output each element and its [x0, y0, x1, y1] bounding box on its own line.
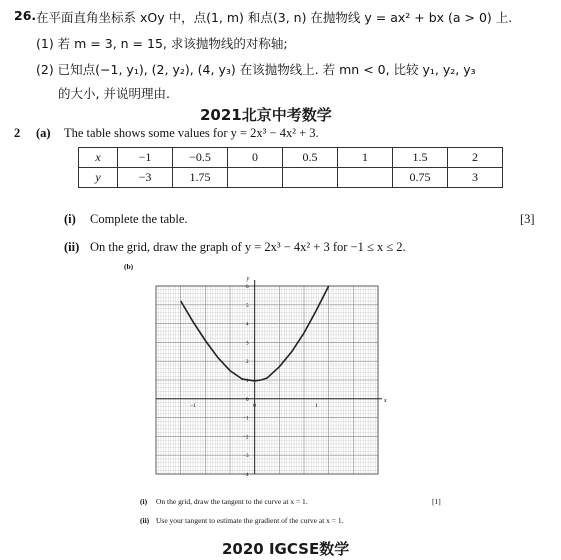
x-axis-label: x	[384, 397, 387, 404]
table-cell-empty[interactable]	[283, 168, 338, 188]
y-axis-label: y	[246, 276, 250, 282]
table-row-x	[79, 148, 503, 168]
y-tick-label: 5	[245, 302, 249, 309]
table-cell: 1.5	[393, 148, 448, 168]
y-tick-label: 1	[245, 378, 249, 384]
x-tick-label: 0	[253, 402, 257, 409]
label-2021-beijing: 2021北京中考数学	[200, 106, 332, 124]
y-tick-label: 3	[245, 340, 249, 347]
y-tick-label: 2	[245, 359, 249, 366]
label-2020-igcse: 2020 IGCSE数学	[222, 540, 350, 558]
q26-number: 26.	[14, 8, 37, 23]
table-cell: 1.75	[173, 168, 228, 188]
q2-b-ii-label: (ii)	[140, 516, 150, 525]
y-tick-label: −2	[242, 434, 249, 441]
table-row-y	[79, 168, 503, 188]
table-cell: 1	[338, 148, 393, 168]
x-tick-label: 1	[314, 402, 318, 409]
q2-sub-i-text: Complete the table.	[90, 212, 188, 226]
q2-sub-ii-label: (ii)	[64, 240, 80, 254]
y-tick-label: −3	[242, 453, 249, 460]
q2-part-b: (b)	[124, 262, 134, 271]
table-cell-empty[interactable]	[338, 168, 393, 188]
q2-number: 2	[14, 126, 21, 140]
q2-sub-i-marks: [3]	[520, 212, 535, 226]
q26-part2-line2: 的大小, 并说明理由.	[58, 86, 170, 101]
q26-stem: 在平面直角坐标系 xOy 中，点(1, m) 和点(3, n) 在抛物线 y = ax² + bx (a > 0) 上.	[36, 10, 513, 25]
table-cell: −0.5	[173, 148, 228, 168]
values-table	[78, 147, 503, 188]
q2-stem: The table shows some values for y = 2x³ − 4x² + 3.	[64, 126, 319, 140]
table-cell: 3	[448, 168, 503, 188]
y-tick-label: 6	[245, 284, 249, 290]
q2-b-i-text: On the grid, draw the tangent to the curve at x = 1.	[156, 497, 308, 506]
q26-part1: (1) 若 m = 3, n = 15, 求该抛物线的对称轴;	[36, 36, 288, 51]
q2-b-i-marks: [1]	[432, 497, 441, 506]
table-cell: −1	[118, 148, 173, 168]
table-cell: 0	[228, 148, 283, 168]
y-tick-label: −4	[242, 472, 249, 478]
q2-b-ii-text: Use your tangent to estimate the gradient of the curve at x = 1.	[156, 516, 344, 525]
table-cell-empty[interactable]	[228, 168, 283, 188]
table-cell: 2	[448, 148, 503, 168]
q26-part2-line1: (2) 已知点(−1, y₁), (2, y₂), (4, y₃) 在该抛物线上. 若 mn < 0, 比较 y₁, y₂, y₃	[36, 62, 476, 77]
y-tick-label: −1	[242, 415, 249, 422]
q2-sub-ii-text: On the grid, draw the graph of y = 2x³ − 4x² + 3 for −1 ≤ x ≤ 2.	[90, 240, 406, 254]
graph-grid[interactable]	[148, 268, 386, 480]
table-cell: −3	[118, 168, 173, 188]
table-cell: 0.75	[393, 168, 448, 188]
q2-part-a: (a)	[36, 126, 51, 140]
q2-b-i-label: (i)	[140, 497, 148, 506]
x-tick-label: −1	[190, 402, 196, 409]
y-tick-label: 0	[245, 396, 249, 403]
q2-sub-i-label: (i)	[64, 212, 76, 226]
y-tick-label: 4	[245, 321, 249, 328]
table-header-y: y	[79, 168, 118, 188]
table-cell: 0.5	[283, 148, 338, 168]
table-header-x: x	[79, 148, 118, 168]
